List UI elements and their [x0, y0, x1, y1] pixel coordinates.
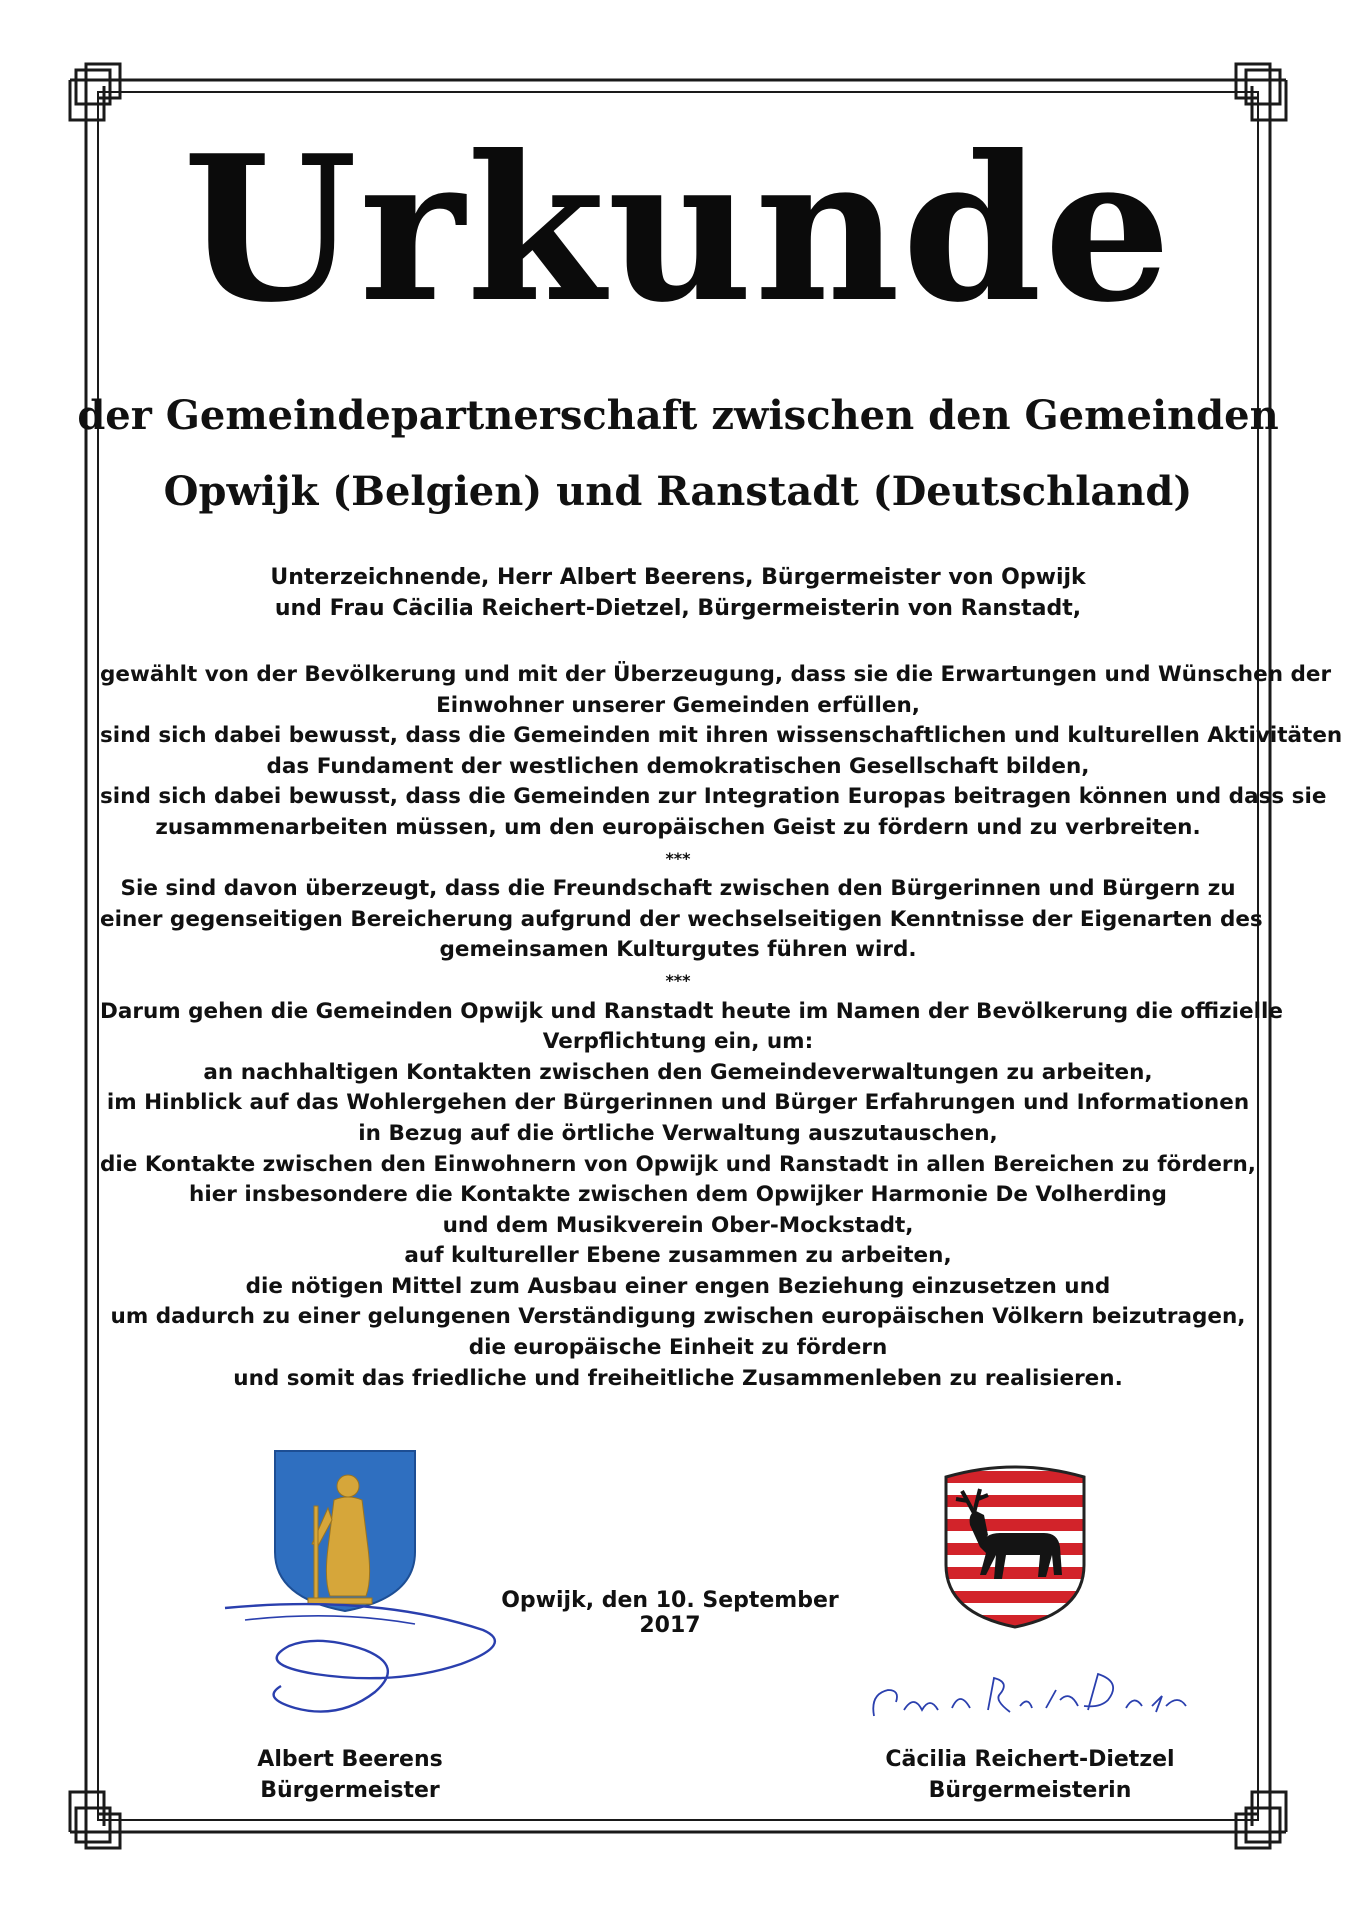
body-line: gemeinsamen Kulturgutes führen wird.	[439, 937, 917, 963]
body-line: Einwohner unserer Gemeinden erfüllen,	[436, 692, 920, 718]
signer-right	[860, 1744, 1200, 1806]
body-line: in Bezug auf die örtliche Verwaltung auszutauschen,	[358, 1120, 998, 1146]
body-line: die europäische Einheit zu fördern	[468, 1335, 888, 1361]
body-line: die nötigen Mittel zum Ausbau einer engen Beziehung einzusetzen und	[245, 1273, 1111, 1299]
signer-left-name: Albert Beerens	[257, 1747, 443, 1772]
intro-line: und Frau Cäcilia Reichert-Dietzel, Bürgermeisterin von Ranstadt,	[274, 596, 1082, 621]
signer-left	[200, 1744, 500, 1806]
body-line: Sie sind davon überzeugt, dass die Freundschaft zwischen den Bürgerinnen und Bürgern zu	[120, 876, 1236, 902]
body-line: das Fundament der westlichen demokratischen Gesellschaft bilden,	[266, 753, 1090, 779]
body-line: sind sich dabei bewusst, dass die Gemeinden mit ihren wissenschaftlichen und kulturellen Aktivitäten	[100, 723, 1343, 749]
intro-text	[0, 562, 1356, 624]
body-line: und dem Musikverein Ober-Mockstadt,	[442, 1212, 914, 1238]
body-line: sind sich dabei bewusst, dass die Gemeinden zur Integration Europas beitragen können und dass sie	[100, 784, 1327, 810]
body-line: Darum gehen die Gemeinden Opwijk und Ranstadt heute im Namen der Bevölkerung die offizielle	[100, 998, 1283, 1024]
signer-left-role: Bürgermeister	[260, 1778, 440, 1803]
subtitle-line-2: Opwijk (Belgien) und Ranstadt (Deutschland)	[163, 468, 1193, 515]
subtitle-line-1: der Gemeindepartnerschaft zwischen den Gemeinden	[77, 392, 1279, 439]
separator-stars: ***	[665, 848, 691, 868]
body-line: die Kontakte zwischen den Einwohnern von Opwijk und Ranstadt in allen Bereichen zu fördern,	[100, 1151, 1256, 1177]
ranstadt-coat-of-arms	[940, 1455, 1090, 1631]
intro-line: Unterzeichnende, Herr Albert Beerens, Bürgermeister von Opwijk	[270, 565, 1086, 590]
body-line: zusammenarbeiten müssen, um den europäischen Geist zu fördern und zu verbreiten.	[155, 814, 1201, 840]
separator-stars: ***	[665, 970, 691, 990]
body-line: um dadurch zu einer gelungenen Verständigung zwischen europäischen Völkern beizutragen,	[110, 1304, 1246, 1330]
body-line: hier insbesondere die Kontakte zwischen dem Opwijker Harmonie De Volherding	[189, 1182, 1167, 1208]
body-line: auf kultureller Ebene zusammen zu arbeiten,	[404, 1243, 952, 1269]
body-line: im Hinblick auf das Wohlergehen der Bürgerinnen und Bürger Erfahrungen und Informationen	[106, 1090, 1250, 1116]
signature-caecilia-reichert-dietzel	[860, 1660, 1200, 1740]
place-and-date: Opwijk, den 10. September 2017	[501, 1588, 839, 1638]
document-title: Urkunde	[182, 112, 1174, 347]
certificate-body	[100, 660, 1343, 1394]
body-line: gewählt von der Bevölkerung und mit der Überzeugung, dass sie die Erwartungen und Wünschen der	[100, 662, 1332, 687]
body-line: an nachhaltigen Kontakten zwischen den Gemeindeverwaltungen zu arbeiten,	[203, 1059, 1153, 1085]
body-line: einer gegenseitigen Bereicherung aufgrund der wechselseitigen Kenntnisse der Eigenarten des	[100, 906, 1263, 932]
body-line: Verpflichtung ein, um:	[542, 1029, 814, 1055]
signer-right-name: Cäcilia Reichert-Dietzel	[885, 1747, 1175, 1772]
signer-right-role: Bürgermeisterin	[928, 1778, 1132, 1803]
body-line: und somit das friedliche und freiheitliche Zusammenleben zu realisieren.	[233, 1365, 1123, 1391]
signature-albert-beerens	[215, 1590, 515, 1725]
